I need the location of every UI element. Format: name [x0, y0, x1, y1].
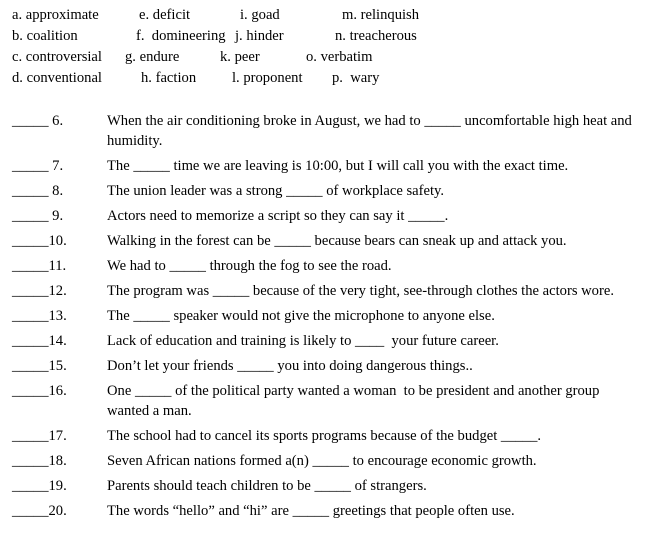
question-text: One _____ of the political party wanted a woman to be president and another group wanted a man.	[107, 383, 604, 419]
question-number: 12.	[48, 283, 67, 299]
question-number: 8.	[52, 183, 64, 199]
answer-blank[interactable]: _____	[12, 113, 53, 129]
question-number: 11.	[48, 258, 67, 274]
word-bank-item: a. approximate	[12, 7, 99, 23]
question-text: The _____ time we are leaving is 10:00, but I will call you with the exact time.	[107, 158, 569, 174]
word-bank-item: j. hinder	[235, 28, 284, 44]
answer-blank[interactable]: _____	[12, 208, 53, 224]
question-text: The _____ speaker would not give the microphone to anyone else.	[107, 308, 495, 324]
question-item	[12, 111, 644, 151]
word-bank	[12, 5, 642, 89]
question-text: The words “hello” and “hi” are _____ greetings that people often use.	[107, 503, 515, 519]
word-bank-item: b. coalition	[12, 28, 78, 44]
question-number: 13.	[48, 308, 67, 324]
question-text: Don’t let your friends _____ you into doing dangerous things..	[107, 358, 473, 374]
word-bank-item: n. treacherous	[335, 28, 417, 44]
question-number: 16.	[48, 383, 67, 399]
word-bank-item: l. proponent	[232, 70, 303, 86]
question-text: The school had to cancel its sports programs because of the budget _____.	[107, 428, 542, 444]
question-item	[12, 181, 644, 201]
answer-blank[interactable]: _____	[12, 283, 49, 299]
answer-blank[interactable]: _____	[12, 503, 49, 519]
question-number: 14.	[48, 333, 67, 349]
question-text: When the air conditioning broke in August, we had to _____ uncomfortable high heat and humidity.	[107, 113, 636, 149]
word-bank-row	[12, 47, 642, 68]
question-number: 10.	[48, 233, 67, 249]
word-bank-item: f. domineering	[136, 28, 226, 44]
answer-blank[interactable]: _____	[12, 428, 49, 444]
answer-blank[interactable]: _____	[12, 233, 49, 249]
question-item	[12, 256, 644, 276]
question-text: Parents should teach children to be _____ of strangers.	[107, 478, 427, 494]
question-number: 15.	[48, 358, 67, 374]
word-bank-item: e. deficit	[139, 7, 191, 23]
answer-blank[interactable]: _____	[12, 333, 49, 349]
question-item	[12, 501, 644, 521]
question-item	[12, 451, 644, 471]
question-item	[12, 476, 644, 496]
question-item	[12, 356, 644, 376]
question-text: Walking in the forest can be _____ because bears can sneak up and attack you.	[107, 233, 567, 249]
word-bank-item: d. conventional	[12, 70, 102, 86]
word-bank-item: p. wary	[332, 70, 380, 86]
question-number: 19.	[48, 478, 67, 494]
question-text: Lack of education and training is likely to ____ your future career.	[107, 333, 499, 349]
question-item	[12, 281, 644, 301]
word-bank-item: o. verbatim	[306, 49, 373, 65]
word-bank-item: m. relinquish	[342, 7, 420, 23]
question-text: We had to _____ through the fog to see the road.	[107, 258, 392, 274]
answer-blank[interactable]: _____	[12, 383, 49, 399]
question-text: Actors need to memorize a script so they can say it _____.	[107, 208, 449, 224]
question-number: 7.	[52, 158, 64, 174]
word-bank-item: g. endure	[125, 49, 180, 65]
word-bank-item: i. goad	[240, 7, 280, 23]
question-number: 18.	[48, 453, 67, 469]
question-item	[12, 156, 644, 176]
word-bank-row	[12, 26, 642, 47]
question-number: 6.	[52, 113, 64, 129]
question-text: Seven African nations formed a(n) _____ to encourage economic growth.	[107, 453, 537, 469]
answer-blank[interactable]: _____	[12, 158, 53, 174]
question-list	[12, 111, 644, 526]
question-item	[12, 206, 644, 226]
answer-blank[interactable]: _____	[12, 183, 53, 199]
question-text: The union leader was a strong _____ of workplace safety.	[107, 183, 445, 199]
question-number: 20.	[48, 503, 67, 519]
answer-blank[interactable]: _____	[12, 478, 49, 494]
question-item	[12, 426, 644, 446]
word-bank-item: c. controversial	[12, 49, 102, 65]
question-number: 9.	[52, 208, 64, 224]
word-bank-row	[12, 5, 642, 26]
question-item	[12, 231, 644, 251]
question-number: 17.	[48, 428, 67, 444]
answer-blank[interactable]: _____	[12, 258, 49, 274]
question-item	[12, 331, 644, 351]
word-bank-item: k. peer	[220, 49, 260, 65]
answer-blank[interactable]: _____	[12, 308, 49, 324]
answer-blank[interactable]: _____	[12, 358, 49, 374]
answer-blank[interactable]: _____	[12, 453, 49, 469]
word-bank-row	[12, 68, 642, 89]
question-item	[12, 306, 644, 326]
question-item	[12, 381, 644, 421]
word-bank-item: h. faction	[141, 70, 197, 86]
question-text: The program was _____ because of the very tight, see-through clothes the actors wore.	[107, 283, 614, 299]
